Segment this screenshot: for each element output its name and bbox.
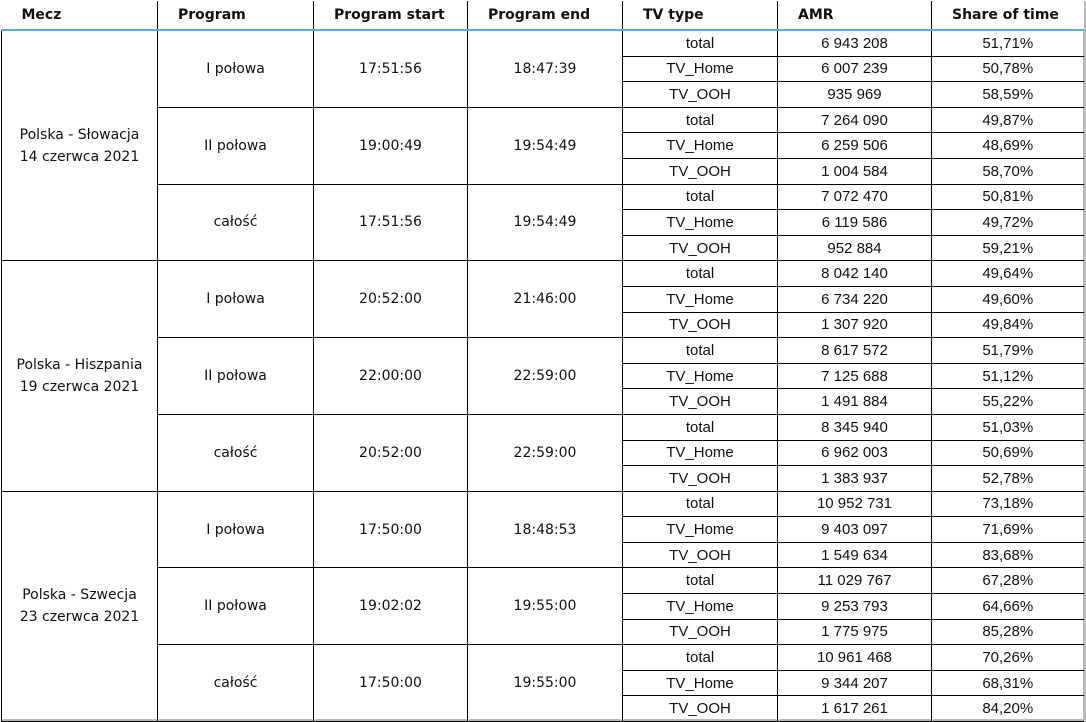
program-start-cell: 17:50:00 bbox=[314, 491, 468, 568]
share-of-time-cell: 70,26% bbox=[932, 645, 1084, 671]
header-tv-type: TV type bbox=[623, 1, 778, 30]
amr-cell: 7 125 688 bbox=[778, 363, 932, 389]
tv-type-cell: total bbox=[623, 261, 778, 287]
amr-cell: 9 403 097 bbox=[778, 517, 932, 543]
program-cell: I połowa bbox=[158, 261, 314, 338]
match-name: Polska - Hiszpania bbox=[16, 357, 143, 374]
share-of-time-cell: 51,71% bbox=[932, 30, 1084, 56]
table-row bbox=[2, 645, 1084, 671]
program-start-cell: 17:51:56 bbox=[314, 30, 468, 107]
table-row bbox=[2, 30, 1084, 56]
amr-cell: 6 119 586 bbox=[778, 210, 932, 236]
tv-type-cell: TV_OOH bbox=[623, 466, 778, 492]
program-start-cell: 20:52:00 bbox=[314, 261, 468, 338]
match-name: Polska - Szwecja bbox=[22, 587, 137, 604]
amr-cell: 8 042 140 bbox=[778, 261, 932, 287]
amr-cell: 10 952 731 bbox=[778, 491, 932, 517]
share-of-time-cell: 50,78% bbox=[932, 56, 1084, 82]
program-cell: I połowa bbox=[158, 491, 314, 568]
tv-type-cell: TV_Home bbox=[623, 286, 778, 312]
tv-type-cell: total bbox=[623, 414, 778, 440]
program-end-cell: 21:46:00 bbox=[468, 261, 623, 338]
program-start-cell: 22:00:00 bbox=[314, 338, 468, 415]
tv-type-cell: total bbox=[623, 338, 778, 364]
share-of-time-cell: 50,69% bbox=[932, 440, 1084, 466]
share-of-time-cell: 55,22% bbox=[932, 389, 1084, 415]
tv-type-cell: TV_OOH bbox=[623, 235, 778, 261]
program-cell: całość bbox=[158, 414, 314, 491]
match-cell bbox=[2, 261, 158, 491]
amr-cell: 6 259 506 bbox=[778, 133, 932, 159]
match-cell bbox=[2, 491, 158, 721]
share-of-time-cell: 48,69% bbox=[932, 133, 1084, 159]
amr-cell: 1 549 634 bbox=[778, 542, 932, 568]
tv-type-cell: TV_Home bbox=[623, 133, 778, 159]
tv-type-cell: TV_Home bbox=[623, 56, 778, 82]
share-of-time-cell: 49,84% bbox=[932, 312, 1084, 338]
tv-type-cell: TV_Home bbox=[623, 440, 778, 466]
amr-cell: 1 775 975 bbox=[778, 619, 932, 645]
share-of-time-cell: 64,66% bbox=[932, 594, 1084, 620]
amr-cell: 935 969 bbox=[778, 82, 932, 108]
header-amr: AMR bbox=[778, 1, 932, 30]
amr-cell: 9 344 207 bbox=[778, 670, 932, 696]
header-program: Program bbox=[158, 1, 314, 30]
share-of-time-cell: 83,68% bbox=[932, 542, 1084, 568]
share-of-time-cell: 58,59% bbox=[932, 82, 1084, 108]
program-cell: II połowa bbox=[158, 338, 314, 415]
tv-type-cell: total bbox=[623, 645, 778, 671]
amr-cell: 6 734 220 bbox=[778, 286, 932, 312]
program-cell: całość bbox=[158, 645, 314, 722]
share-of-time-cell: 49,60% bbox=[932, 286, 1084, 312]
table-row bbox=[2, 261, 1084, 287]
program-end-cell: 19:54:49 bbox=[468, 107, 623, 184]
program-end-cell: 19:54:49 bbox=[468, 184, 623, 261]
share-of-time-cell: 49,72% bbox=[932, 210, 1084, 236]
program-end-cell: 22:59:00 bbox=[468, 414, 623, 491]
amr-cell: 7 072 470 bbox=[778, 184, 932, 210]
amr-cell: 1 491 884 bbox=[778, 389, 932, 415]
amr-cell: 952 884 bbox=[778, 235, 932, 261]
share-of-time-cell: 84,20% bbox=[932, 696, 1084, 722]
program-cell: całość bbox=[158, 184, 314, 261]
tv-type-cell: TV_Home bbox=[623, 670, 778, 696]
match-name: Polska - Słowacja bbox=[19, 126, 140, 143]
header-program-end: Program end bbox=[468, 1, 623, 30]
tv-type-cell: TV_OOH bbox=[623, 312, 778, 338]
amr-cell: 8 617 572 bbox=[778, 338, 932, 364]
amr-cell: 6 962 003 bbox=[778, 440, 932, 466]
tv-type-cell: TV_Home bbox=[623, 210, 778, 236]
program-start-cell: 17:51:56 bbox=[314, 184, 468, 261]
amr-cell: 9 253 793 bbox=[778, 594, 932, 620]
program-end-cell: 19:55:00 bbox=[468, 568, 623, 645]
table-row bbox=[2, 491, 1084, 517]
tv-type-cell: TV_OOH bbox=[623, 158, 778, 184]
program-end-cell: 22:59:00 bbox=[468, 338, 623, 415]
share-of-time-cell: 51,12% bbox=[932, 363, 1084, 389]
share-of-time-cell: 52,78% bbox=[932, 466, 1084, 492]
amr-cell: 1 383 937 bbox=[778, 466, 932, 492]
amr-cell: 6 943 208 bbox=[778, 30, 932, 56]
share-of-time-cell: 59,21% bbox=[932, 235, 1084, 261]
program-start-cell: 17:50:00 bbox=[314, 645, 468, 722]
program-end-cell: 19:55:00 bbox=[468, 645, 623, 722]
share-of-time-cell: 85,28% bbox=[932, 619, 1084, 645]
program-start-cell: 19:02:02 bbox=[314, 568, 468, 645]
share-of-time-cell: 58,70% bbox=[932, 158, 1084, 184]
amr-cell: 10 961 468 bbox=[778, 645, 932, 671]
amr-cell: 11 029 767 bbox=[778, 568, 932, 594]
header-mecz: Mecz bbox=[2, 1, 158, 30]
tv-type-cell: total bbox=[623, 30, 778, 56]
data-table-frame bbox=[1, 1, 1086, 722]
tv-type-cell: total bbox=[623, 107, 778, 133]
share-of-time-cell: 50,81% bbox=[932, 184, 1084, 210]
program-cell: II połowa bbox=[158, 568, 314, 645]
match-date: 19 czerwca 2021 bbox=[19, 379, 140, 396]
header-row bbox=[2, 1, 1084, 30]
match-date: 23 czerwca 2021 bbox=[19, 609, 140, 626]
share-of-time-cell: 68,31% bbox=[932, 670, 1084, 696]
table-row bbox=[2, 414, 1084, 440]
share-of-time-cell: 49,87% bbox=[932, 107, 1084, 133]
tv-type-cell: TV_OOH bbox=[623, 542, 778, 568]
program-cell: I połowa bbox=[158, 30, 314, 107]
match-date: 14 czerwca 2021 bbox=[19, 148, 140, 165]
tv-type-cell: TV_Home bbox=[623, 517, 778, 543]
program-end-cell: 18:48:53 bbox=[468, 491, 623, 568]
tv-type-cell: TV_Home bbox=[623, 363, 778, 389]
program-start-cell: 19:00:49 bbox=[314, 107, 468, 184]
amr-cell: 1 004 584 bbox=[778, 158, 932, 184]
share-of-time-cell: 51,03% bbox=[932, 414, 1084, 440]
match-cell bbox=[2, 30, 158, 261]
share-of-time-cell: 73,18% bbox=[932, 491, 1084, 517]
tv-type-cell: TV_Home bbox=[623, 594, 778, 620]
header-program-start: Program start bbox=[314, 1, 468, 30]
share-of-time-cell: 71,69% bbox=[932, 517, 1084, 543]
audience-table bbox=[1, 1, 1084, 722]
amr-cell: 7 264 090 bbox=[778, 107, 932, 133]
share-of-time-cell: 51,79% bbox=[932, 338, 1084, 364]
program-cell: II połowa bbox=[158, 107, 314, 184]
amr-cell: 1 307 920 bbox=[778, 312, 932, 338]
table-row bbox=[2, 338, 1084, 364]
tv-type-cell: TV_OOH bbox=[623, 389, 778, 415]
table-body bbox=[2, 30, 1084, 722]
tv-type-cell: total bbox=[623, 568, 778, 594]
table-row bbox=[2, 568, 1084, 594]
tv-type-cell: total bbox=[623, 184, 778, 210]
amr-cell: 8 345 940 bbox=[778, 414, 932, 440]
share-of-time-cell: 67,28% bbox=[932, 568, 1084, 594]
amr-cell: 1 617 261 bbox=[778, 696, 932, 722]
tv-type-cell: TV_OOH bbox=[623, 619, 778, 645]
share-of-time-cell: 49,64% bbox=[932, 261, 1084, 287]
tv-type-cell: TV_OOH bbox=[623, 696, 778, 722]
tv-type-cell: TV_OOH bbox=[623, 82, 778, 108]
tv-type-cell: total bbox=[623, 491, 778, 517]
table-row bbox=[2, 184, 1084, 210]
table-row bbox=[2, 107, 1084, 133]
program-end-cell: 18:47:39 bbox=[468, 30, 623, 107]
header-share-of-time: Share of time bbox=[932, 1, 1084, 30]
program-start-cell: 20:52:00 bbox=[314, 414, 468, 491]
amr-cell: 6 007 239 bbox=[778, 56, 932, 82]
